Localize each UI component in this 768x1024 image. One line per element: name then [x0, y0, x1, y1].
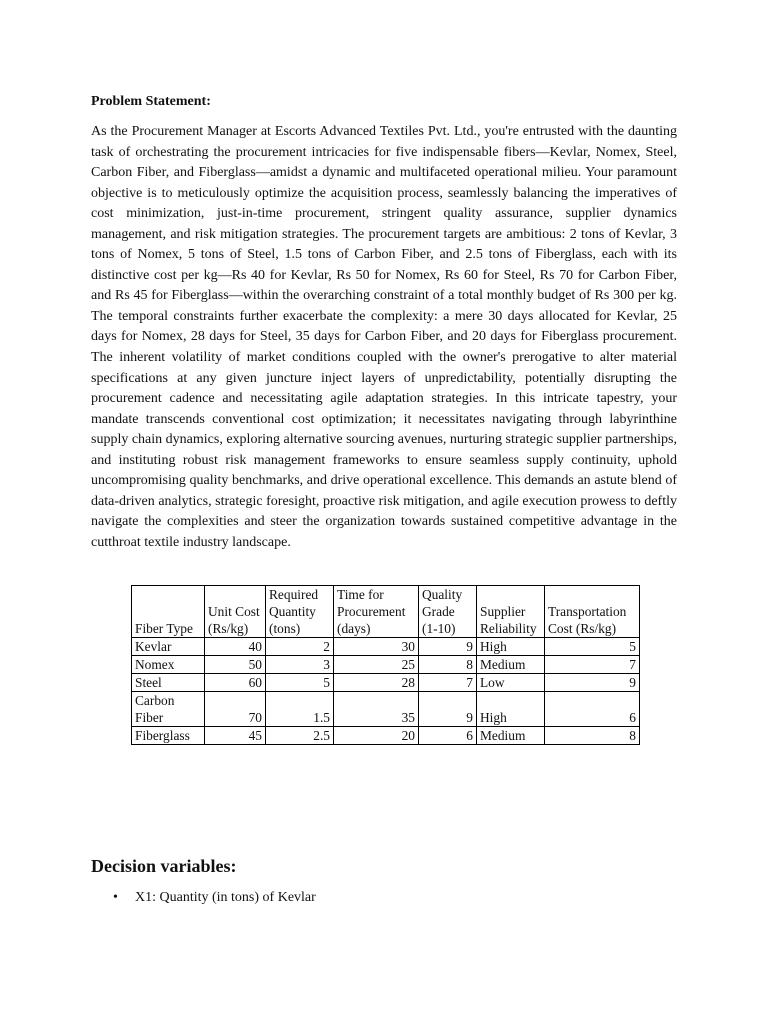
bullet-icon: • [113, 890, 118, 905]
cell-fiber-type: Fiberglass [132, 727, 205, 745]
cell-unit-cost: 45 [205, 727, 266, 745]
cell-unit-cost: 60 [205, 674, 266, 692]
cell-time-for-procurement: 28 [334, 674, 419, 692]
problem-paragraph: As the Procurement Manager at Escorts Advanced Textiles Pvt. Ltd., you're entrusted with the daunting task of orchestrating the procurement intricacies for five indispensable fibers—Kevlar, Nomex, Steel, Carbon Fiber, and Fiberglass—amidst a dynamic and multifaceted operational milieu. Your paramount objective is to meticulously optimize the acquisition process, seamlessly balancing the imperatives of cost minimization, just-in-time procurement, stringent quality assurance, supplier dynamics management, and risk mitigation strategies. The procurement targets are ambitious: 2 tons of Kevlar, 3 tons of Nomex, 5 tons of Steel, 1.5 tons of Carbon Fiber, and 2.5 tons of Fiberglass, each with its distinctive cost per kg—Rs 40 for Kevlar, Rs 50 for Nomex, Rs 60 for Steel, Rs 70 for Carbon Fiber, and Rs 45 for Fiberglass—within the overarching constraint of a total monthly budget of Rs 300 per kg. The temporal constraints further exacerbate the complexity: a mere 30 days allocated for Kevlar, 25 days for Nomex, 28 days for Steel, 35 days for Carbon Fiber, and 20 days for Fiberglass procurement. The inherent volatility of market conditions coupled with the owner's prerogative to alter material specifications at any given juncture inject layers of unpredictability, potentially disrupting the procurement cadence and necessitating agile adaptation strategies. In this intricate tapestry, your mandate transcends conventional cost optimization; it necessitates navigating through labyrinthine supply chain dynamics, exploring alternative sourcing avenues, nurturing strategic supplier partnerships, and instituting robust risk management frameworks to ensure seamless supply continuity, uphold uncompromising quality benchmarks, and drive operational excellence. This demands an astute blend of data-driven analytics, strategic foresight, proactive risk mitigation, and agile execution prowess to deftly navigate the complexities and steer the organization towards sustained competitive advantage in the cutthroat textile industry landscape. [91, 124, 677, 550]
table-row [132, 638, 640, 656]
header-supplier-reliability: Supplier Reliability [477, 586, 545, 638]
table-header-row [132, 586, 640, 638]
cell-fiber-type: Nomex [132, 656, 205, 674]
table-row [132, 727, 640, 745]
cell-transportation-cost: 7 [545, 656, 640, 674]
header-quality-grade: Quality Grade (1-10) [419, 586, 477, 638]
cell-time-for-procurement: 35 [334, 692, 419, 727]
cell-supplier-reliability: High [477, 638, 545, 656]
header-time-for-procurement: Time for Procurement (days) [334, 586, 419, 638]
list-item-text: X1: Quantity (in tons) of Kevlar [135, 890, 316, 905]
cell-unit-cost: 40 [205, 638, 266, 656]
decision-variables-title: Decision variables: [91, 856, 237, 876]
cell-supplier-reliability: Medium [477, 656, 545, 674]
cell-supplier-reliability: Medium [477, 727, 545, 745]
cell-quality-grade: 9 [419, 692, 477, 727]
cell-quality-grade: 6 [419, 727, 477, 745]
table-row [132, 674, 640, 692]
header-unit-cost: Unit Cost (Rs/kg) [205, 586, 266, 638]
cell-time-for-procurement: 30 [334, 638, 419, 656]
cell-required-quantity: 5 [266, 674, 334, 692]
cell-time-for-procurement: 25 [334, 656, 419, 674]
cell-required-quantity: 1.5 [266, 692, 334, 727]
cell-quality-grade: 7 [419, 674, 477, 692]
cell-required-quantity: 2.5 [266, 727, 334, 745]
cell-quality-grade: 8 [419, 656, 477, 674]
cell-transportation-cost: 9 [545, 674, 640, 692]
cell-unit-cost: 50 [205, 656, 266, 674]
cell-transportation-cost: 8 [545, 727, 640, 745]
cell-time-for-procurement: 20 [334, 727, 419, 745]
table-row [132, 656, 640, 674]
cell-supplier-reliability: High [477, 692, 545, 727]
list-item [91, 890, 316, 906]
cell-supplier-reliability: Low [477, 674, 545, 692]
cell-required-quantity: 2 [266, 638, 334, 656]
header-fiber-type: Fiber Type [132, 586, 205, 638]
cell-transportation-cost: 5 [545, 638, 640, 656]
cell-unit-cost: 70 [205, 692, 266, 727]
cell-transportation-cost: 6 [545, 692, 640, 727]
table-row [132, 692, 640, 727]
decision-variables-list [91, 890, 316, 906]
cell-fiber-type: Kevlar [132, 638, 205, 656]
fiber-table [131, 585, 640, 745]
cell-fiber-type: Carbon Fiber [132, 692, 205, 727]
cell-quality-grade: 9 [419, 638, 477, 656]
cell-fiber-type: Steel [132, 674, 205, 692]
header-required-quantity: Required Quantity (tons) [266, 586, 334, 638]
problem-heading: Problem Statement: [91, 94, 211, 109]
header-transportation-cost: Transportation Cost (Rs/kg) [545, 586, 640, 638]
cell-required-quantity: 3 [266, 656, 334, 674]
